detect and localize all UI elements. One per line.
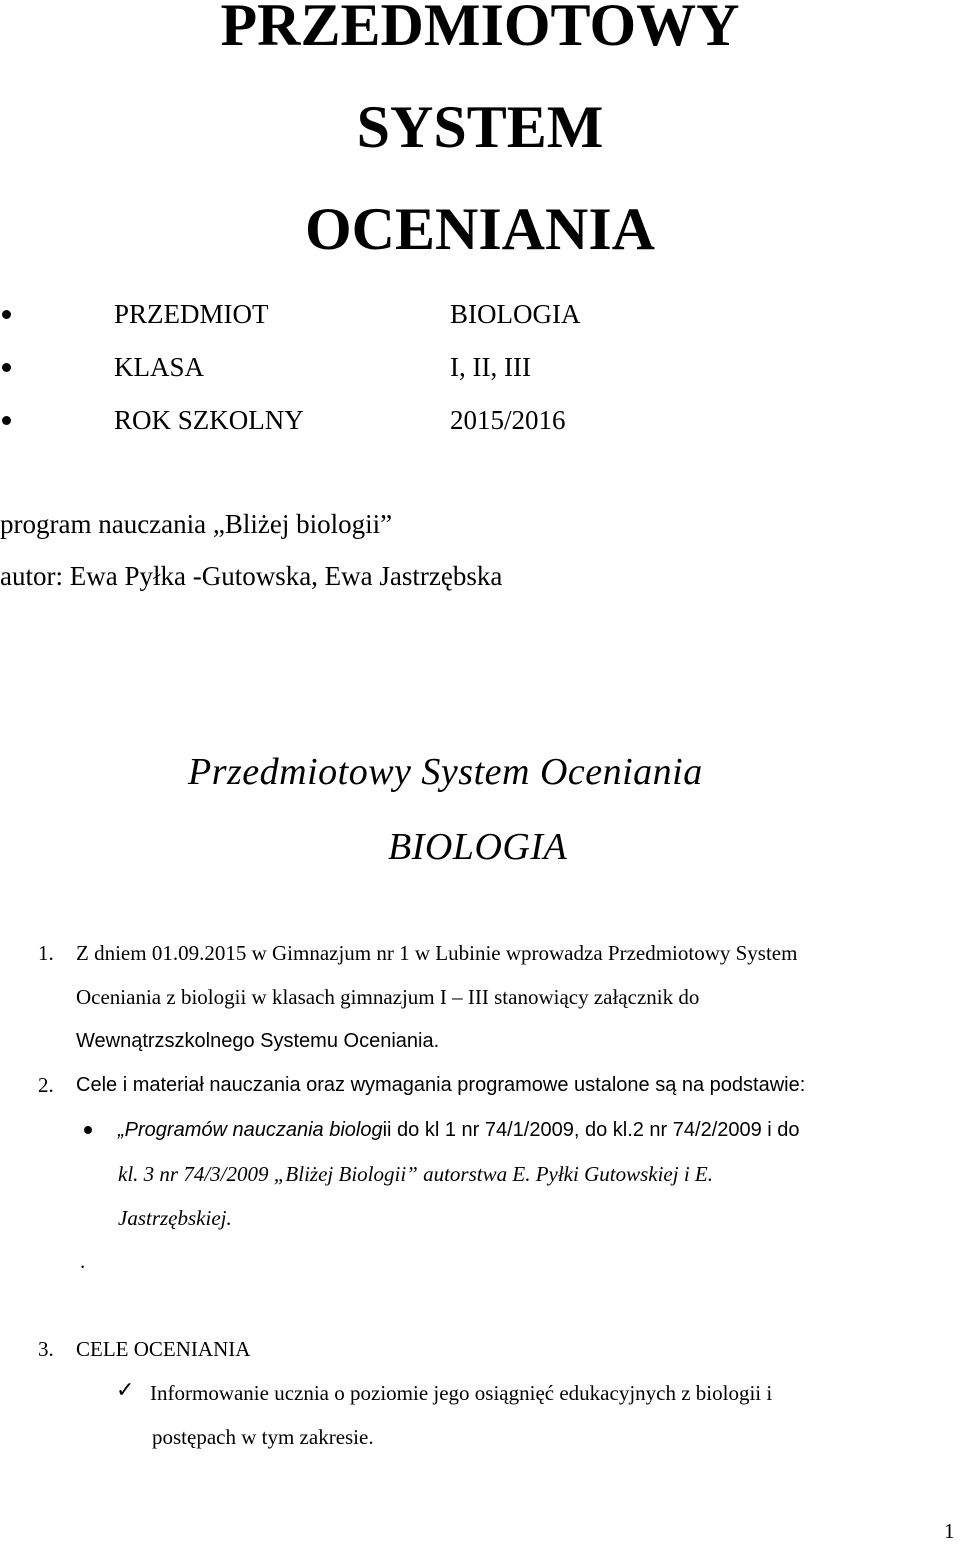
section-subheading: BIOLOGIA bbox=[388, 826, 568, 868]
stray-dot: . bbox=[80, 1249, 86, 1273]
bullet-icon bbox=[84, 1126, 92, 1134]
bullet-icon bbox=[2, 310, 11, 319]
bullet-line bbox=[118, 1117, 800, 1143]
title-line-2: SYSTEM bbox=[356, 94, 604, 160]
info-value-class: I, II, III bbox=[450, 352, 531, 382]
bullet-icon bbox=[2, 416, 11, 425]
section-number: 3. bbox=[38, 1337, 54, 1361]
bullet-line: Jastrzębskiej. bbox=[118, 1206, 232, 1230]
section-title: CELE OCENIANIA bbox=[76, 1337, 251, 1361]
paragraph-line: Z dniem 01.09.2015 w Gimnazjum nr 1 w Lubinie wprowadza Przedmiotowy System bbox=[76, 941, 798, 965]
program-name: program nauczania „Bliżej biologii” bbox=[0, 509, 393, 539]
program-authors: autor: Ewa Pyłka -Gutowska, Ewa Jastrzębska bbox=[0, 561, 503, 591]
checkmark-icon: ✓ bbox=[116, 1378, 135, 1403]
info-value-subject: BIOLOGIA bbox=[450, 299, 581, 329]
info-label-school-year: ROK SZKOLNY bbox=[114, 405, 304, 435]
info-label-subject: PRZEDMIOT bbox=[114, 299, 269, 329]
title-line-3: OCENIANIA bbox=[304, 196, 656, 262]
page-number: 1 bbox=[944, 1519, 955, 1543]
section-number: 1. bbox=[38, 941, 54, 965]
program-title-italic: „Programów nauczania biolog bbox=[118, 1119, 383, 1141]
bullet-line: kl. 3 nr 74/3/2009 „Bliżej Biologii” autorstwa E. Pyłki Gutowskiej i E. bbox=[118, 1162, 713, 1186]
info-label-class: KLASA bbox=[114, 352, 205, 382]
checklist-line: Informowanie ucznia o poziomie jego osiągnięć edukacyjnych z biologii i bbox=[150, 1381, 773, 1405]
title-line-1: PRZEDMIOTOWY bbox=[220, 0, 740, 58]
bullet-icon bbox=[2, 363, 11, 372]
paragraph-line: Wewnątrzszkolnego Systemu Oceniania. bbox=[76, 1030, 440, 1052]
info-value-school-year: 2015/2016 bbox=[450, 405, 566, 435]
program-numbers: ii do kl 1 nr 74/1/2009, do kl.2 nr 74/2/2009 i do bbox=[382, 1119, 800, 1141]
paragraph-line: Oceniania z biologii w klasach gimnazjum I – III stanowiący załącznik do bbox=[76, 985, 700, 1009]
paragraph-line: Cele i materiał nauczania oraz wymagania programowe ustalone są na podstawie: bbox=[76, 1074, 806, 1096]
section-number: 2. bbox=[38, 1073, 54, 1097]
section-heading: Przedmiotowy System Oceniania bbox=[188, 751, 703, 793]
checklist-line: postępach w tym zakresie. bbox=[152, 1425, 374, 1449]
